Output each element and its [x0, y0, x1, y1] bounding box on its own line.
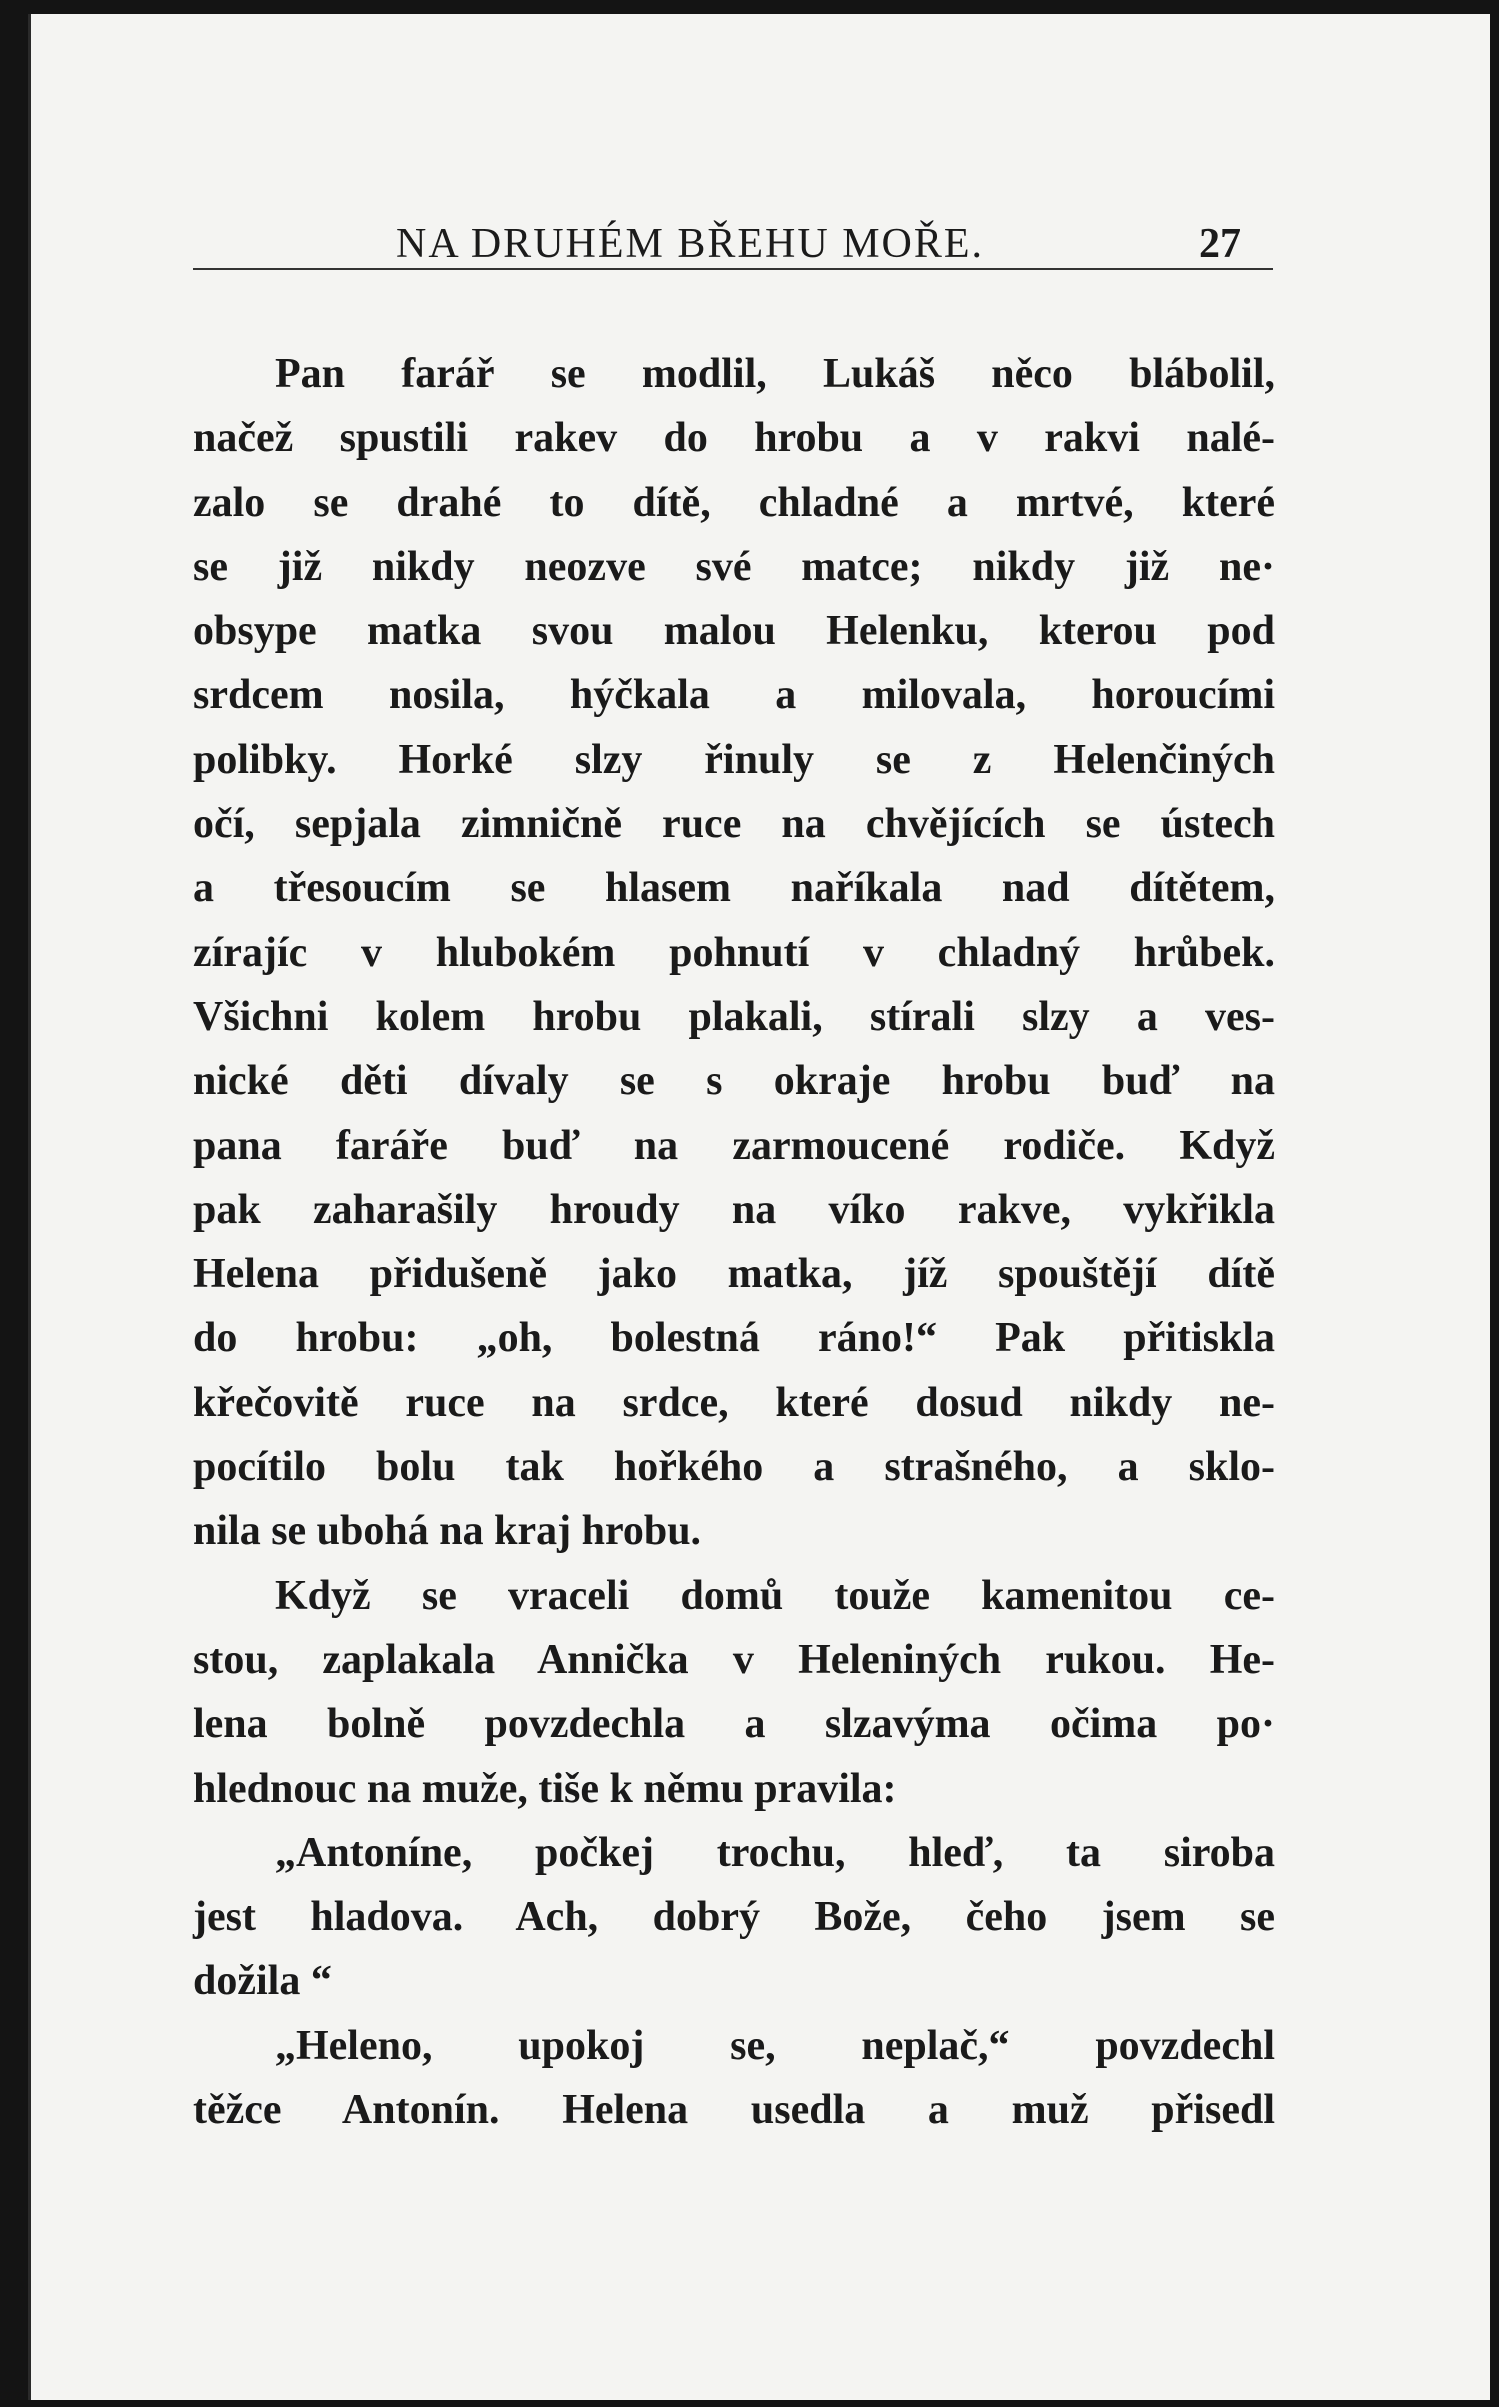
text-line: lena bolně povzdechla a slzavýma očima po·: [193, 1701, 1275, 1748]
running-title: NA DRUHÉM BŘEHU MOŘE.: [396, 221, 985, 267]
book-page: [28, 14, 1490, 2400]
text-line: pocítilo bolu tak hořkého a strašného, a sklo-: [193, 1444, 1275, 1491]
text-line: a třesoucím se hlasem naříkala nad dítětem,: [193, 865, 1275, 912]
text-line: stou, zaplakala Annička v Heleniných rukou. He-: [193, 1636, 1275, 1683]
text-line: nické děti dívaly se s okraje hrobu buď na: [193, 1058, 1275, 1105]
text-line: dožila “: [193, 1958, 332, 2005]
text-line: nila se ubohá na kraj hrobu.: [193, 1508, 702, 1555]
header-rule: [193, 268, 1273, 270]
text-line: Helena přidušeně jako matka, jíž spouštějí dítě: [193, 1251, 1275, 1298]
text-line: se již nikdy neozve své matce; nikdy již ne·: [193, 543, 1275, 590]
text-line: do hrobu: „oh, bolestná ráno!“ Pak přitiskla: [193, 1315, 1275, 1362]
text-line: polibky. Horké slzy řinuly se z Helenčiných: [193, 736, 1275, 783]
text-line: pana faráře buď na zarmoucené rodiče. Když: [193, 1122, 1275, 1169]
text-line: načež spustili rakev do hrobu a v rakvi nalé-: [193, 415, 1275, 462]
text-line: očí, sepjala zimničně ruce na chvějících se ústech: [193, 801, 1275, 848]
text-line: Když se vraceli domů touže kamenitou ce-: [275, 1572, 1275, 1619]
text-line: obsype matka svou malou Helenku, kterou pod: [193, 608, 1275, 655]
page-number: 27: [1199, 221, 1241, 267]
text-line: těžce Antonín. Helena usedla a muž přisedl: [193, 2087, 1275, 2134]
text-line: Pan farář se modlil, Lukáš něco blábolil,: [275, 351, 1275, 397]
text-line: křečovitě ruce na srdce, které dosud nikdy ne-: [193, 1379, 1275, 1426]
text-line: pak zaharašily hroudy na víko rakve, vykřikla: [193, 1186, 1275, 1233]
text-line: zalo se drahé to dítě, chladné a mrtvé, které: [193, 479, 1275, 526]
text-line: „Antoníne, počkej trochu, hleď, ta siroba: [275, 1829, 1275, 1876]
text-line: srdcem nosila, hýčkala a milovala, horoucími: [193, 672, 1275, 719]
text-line: zírajíc v hlubokém pohnutí v chladný hrůbek.: [193, 929, 1275, 976]
text-line: „Heleno, upokoj se, neplač,“ povzdechl: [275, 2022, 1275, 2069]
body-text: [193, 342, 1275, 2142]
text-line: Všichni kolem hrobu plakali, stírali slzy a ves-: [193, 993, 1275, 1040]
text-line: jest hladova. Ach, dobrý Bože, čeho jsem se: [193, 1894, 1275, 1941]
text-line: hlednouc na muže, tiše k němu pravila:: [193, 1765, 897, 1812]
